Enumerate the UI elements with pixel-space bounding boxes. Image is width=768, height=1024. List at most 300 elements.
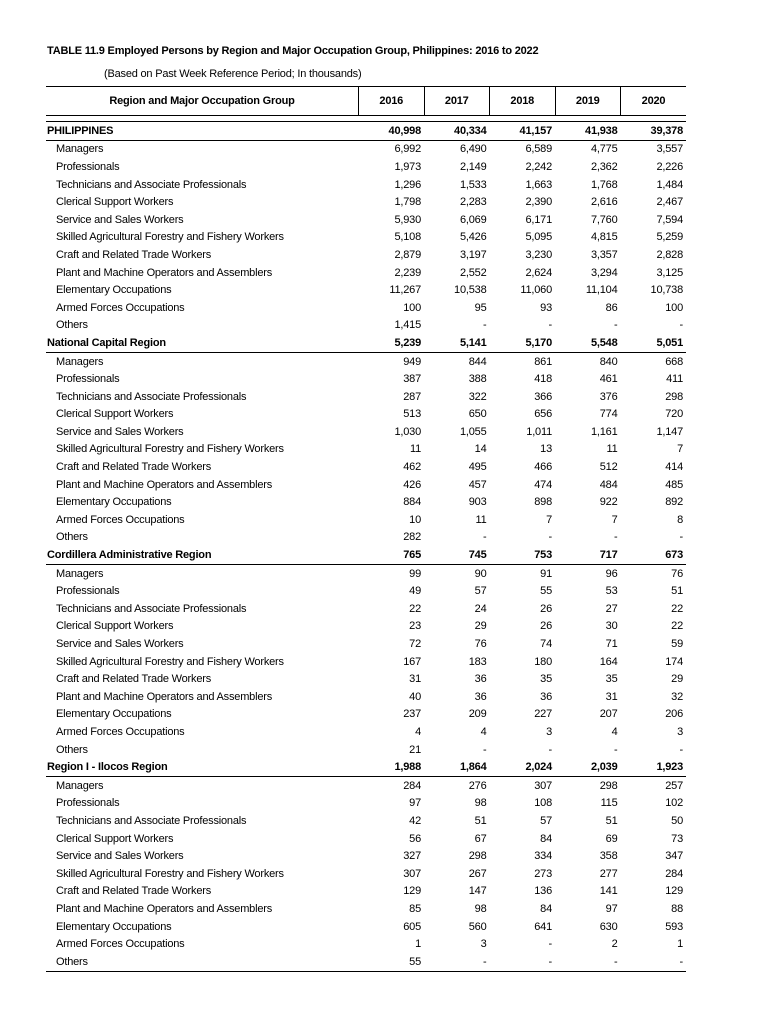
value-cell: 22 (409, 602, 421, 615)
occupation-label: Others (46, 953, 359, 971)
value-cell: 1,030 (394, 425, 421, 438)
value-cell: 307 (534, 779, 552, 792)
header-year: 2020 (621, 87, 687, 116)
region-total-cell: 2,039 (555, 758, 621, 776)
value-cell: 2,242 (525, 160, 552, 173)
region-total-cell: 753 (490, 546, 556, 564)
value-cell: - (548, 531, 552, 544)
occupation-label: Professionals (56, 160, 120, 173)
value-cell: 322 (468, 390, 487, 403)
value-cell: 84 (540, 902, 552, 915)
value-cell: - (614, 319, 618, 332)
value-cell: 605 (403, 920, 421, 933)
value-cell: 96 (605, 567, 618, 580)
value-cell: 29 (671, 673, 683, 686)
region-total-cell: 5,548 (555, 334, 621, 352)
value-cell: 1,484 (656, 178, 683, 191)
value-cell: 2,624 (525, 266, 552, 279)
value-cell: 5,259 (656, 231, 683, 244)
occupation-label: Skilled Agricultural Forestry and Fishery Workers (56, 443, 284, 456)
occupation-row (46, 723, 686, 741)
value-cell: - (555, 953, 621, 971)
value-cell: 327 (403, 850, 421, 863)
value-cell: 276 (468, 779, 487, 792)
value-cell: 95 (474, 301, 487, 314)
value-cell: 461 (599, 373, 618, 386)
value-cell: 53 (605, 585, 618, 598)
value-cell: 40 (409, 690, 421, 703)
value-cell: 72 (409, 638, 421, 651)
header-year: 2017 (424, 87, 490, 116)
occupation-row (46, 388, 686, 406)
value-cell: 3,557 (656, 143, 683, 156)
value-cell: 485 (665, 478, 683, 491)
value-cell: 1,798 (394, 196, 421, 209)
value-cell: 164 (599, 655, 618, 668)
occupation-row (46, 618, 686, 636)
header-row (46, 87, 686, 116)
occupation-label: Others (56, 319, 88, 332)
value-cell: - (548, 938, 552, 951)
value-cell: 36 (474, 673, 487, 686)
value-cell: 174 (665, 655, 683, 668)
value-cell: 257 (665, 779, 683, 792)
region-row (46, 758, 686, 776)
value-cell: 2,149 (459, 160, 487, 173)
value-cell: 31 (409, 673, 421, 686)
occupation-label: Skilled Agricultural Forestry and Fishery Workers (56, 867, 284, 880)
value-cell: 2,552 (459, 266, 487, 279)
value-cell: 949 (403, 355, 421, 368)
value-cell: 861 (534, 355, 552, 368)
value-cell: - (490, 953, 556, 971)
value-cell: 206 (665, 708, 683, 721)
region-total-cell: 41,938 (555, 122, 621, 141)
value-cell: 26 (540, 620, 552, 633)
value-cell: 513 (403, 408, 421, 421)
value-cell: 366 (534, 390, 552, 403)
value-cell: 56 (409, 832, 421, 845)
value-cell: 129 (665, 885, 683, 898)
region-name: National Capital Region (46, 334, 359, 352)
region-row (46, 546, 686, 564)
value-cell: 99 (409, 567, 421, 580)
value-cell: 2,390 (525, 196, 552, 209)
value-cell: 3,197 (459, 248, 487, 261)
occupation-label: Technicians and Associate Professionals (56, 178, 247, 191)
value-cell: 273 (534, 867, 552, 880)
value-cell: 5,095 (525, 231, 552, 244)
region-total-cell: 5,051 (621, 334, 687, 352)
header-year: 2018 (490, 87, 556, 116)
value-cell: 31 (605, 690, 618, 703)
value-cell: 93 (540, 301, 552, 314)
value-cell: 6,589 (525, 143, 552, 156)
occupation-row (46, 370, 686, 388)
occupation-label: Professionals (56, 585, 120, 598)
value-cell: 24 (474, 602, 487, 615)
occupation-row (46, 511, 686, 529)
value-cell: 36 (540, 690, 552, 703)
occupation-row (46, 847, 686, 865)
value-cell: 22 (671, 602, 683, 615)
occupation-row (46, 688, 686, 706)
value-cell: 287 (403, 390, 421, 403)
region-name: Region I - Ilocos Region (46, 758, 359, 776)
value-cell: 4 (611, 725, 618, 738)
occupation-row (46, 670, 686, 688)
value-cell: 3 (546, 725, 552, 738)
occupation-label: Others (56, 531, 88, 544)
value-cell: 358 (599, 850, 618, 863)
occupation-row (46, 900, 686, 918)
value-cell: 4 (415, 725, 421, 738)
value-cell: 6,490 (459, 143, 487, 156)
occupation-label: Service and Sales Workers (56, 213, 184, 226)
value-cell: 102 (665, 797, 683, 810)
value-cell: 267 (468, 867, 487, 880)
value-cell: 108 (534, 797, 552, 810)
region-total-cell: 41,157 (490, 122, 556, 141)
value-cell: 23 (409, 620, 421, 633)
value-cell: 57 (540, 814, 552, 827)
value-cell: 334 (534, 850, 552, 863)
occupation-label: Managers (56, 143, 104, 156)
occupation-row (46, 176, 686, 194)
value-cell: 98 (474, 797, 487, 810)
occupation-label: Armed Forces Occupations (56, 513, 185, 526)
value-cell: 884 (403, 496, 421, 509)
value-cell: 55 (359, 953, 425, 971)
value-cell: 462 (403, 461, 421, 474)
occupation-row (46, 795, 686, 813)
value-cell: 376 (599, 390, 618, 403)
value-cell: 71 (605, 638, 618, 651)
value-cell: 76 (474, 638, 487, 651)
value-cell: 98 (474, 902, 487, 915)
occupation-label: Managers (56, 567, 104, 580)
value-cell: 59 (671, 638, 683, 651)
value-cell: 84 (540, 832, 552, 845)
value-cell: 418 (534, 373, 552, 386)
value-cell: 4 (480, 725, 487, 738)
occupation-row (46, 476, 686, 494)
value-cell: 69 (605, 832, 618, 845)
value-cell: 49 (409, 585, 421, 598)
occupation-row (46, 653, 686, 671)
value-cell: - (483, 743, 487, 756)
value-cell: 2,879 (394, 248, 421, 261)
value-cell: 100 (403, 301, 421, 314)
occupation-row (46, 229, 686, 247)
value-cell: 141 (599, 885, 618, 898)
value-cell: 86 (605, 301, 618, 314)
occupation-row (46, 706, 686, 724)
value-cell: 207 (599, 708, 618, 721)
occupation-label: Elementary Occupations (56, 284, 172, 297)
occupation-label: Plant and Machine Operators and Assemblers (56, 690, 272, 703)
value-cell: 277 (599, 867, 618, 880)
value-cell: 85 (409, 902, 421, 915)
region-name: PHILIPPINES (46, 122, 359, 141)
value-cell: 11,060 (520, 284, 552, 297)
value-cell: 641 (534, 920, 552, 933)
occupation-label: Armed Forces Occupations (56, 301, 185, 314)
occupation-row (46, 458, 686, 476)
occupation-row (46, 441, 686, 459)
occupation-row (46, 564, 686, 582)
value-cell: - (483, 319, 487, 332)
value-cell: 55 (540, 585, 552, 598)
value-cell: 1,663 (525, 178, 552, 191)
value-cell: 2 (611, 938, 618, 951)
value-cell: 183 (468, 655, 487, 668)
value-cell: 6,069 (459, 213, 487, 226)
occupation-label: Elementary Occupations (56, 496, 172, 509)
value-cell: 284 (665, 867, 683, 880)
value-cell: 32 (671, 690, 683, 703)
value-cell: 282 (403, 531, 421, 544)
value-cell: 411 (666, 373, 683, 386)
region-total-cell: 2,024 (490, 758, 556, 776)
value-cell: 14 (474, 443, 487, 456)
value-cell: 4,815 (590, 231, 618, 244)
value-cell: 1,055 (459, 425, 487, 438)
value-cell: 466 (534, 461, 552, 474)
region-total-cell: 5,141 (424, 334, 490, 352)
value-cell: 512 (599, 461, 618, 474)
value-cell: 457 (468, 478, 487, 491)
employment-table (46, 86, 686, 972)
value-cell: 51 (671, 585, 683, 598)
value-cell: 1,147 (656, 425, 683, 438)
value-cell: 2,283 (459, 196, 487, 209)
region-total-cell: 673 (621, 546, 687, 564)
occupation-row (46, 211, 686, 229)
value-cell: 57 (474, 585, 487, 598)
value-cell: 844 (468, 355, 487, 368)
occupation-row (46, 600, 686, 618)
occupation-row (46, 865, 686, 883)
value-cell: 1,973 (394, 160, 421, 173)
value-cell: 560 (468, 920, 487, 933)
occupation-label: Service and Sales Workers (56, 425, 184, 438)
value-cell: 387 (403, 373, 421, 386)
value-cell: 13 (540, 443, 552, 456)
value-cell: 51 (474, 814, 487, 827)
value-cell: 5,426 (459, 231, 487, 244)
occupation-label: Service and Sales Workers (56, 850, 184, 863)
occupation-row (46, 493, 686, 511)
region-total-cell: 40,334 (424, 122, 490, 141)
value-cell: 180 (534, 655, 552, 668)
value-cell: 3 (677, 725, 683, 738)
value-cell: 298 (599, 779, 618, 792)
table-body (46, 116, 686, 972)
value-cell: 3,357 (590, 248, 618, 261)
value-cell: 88 (671, 902, 683, 915)
occupation-row (46, 140, 686, 158)
occupation-label: Clerical Support Workers (56, 620, 174, 633)
occupation-row (46, 193, 686, 211)
value-cell: - (424, 953, 490, 971)
occupation-label: Professionals (56, 797, 120, 810)
region-total-cell: 5,239 (359, 334, 425, 352)
value-cell: 656 (534, 408, 552, 421)
value-cell: 593 (665, 920, 683, 933)
value-cell: 474 (534, 478, 552, 491)
occupation-label: Clerical Support Workers (56, 408, 174, 421)
value-cell: 29 (474, 620, 487, 633)
value-cell: 129 (403, 885, 421, 898)
value-cell: 484 (599, 478, 618, 491)
occupation-label: Craft and Related Trade Workers (56, 461, 212, 474)
region-row (46, 122, 686, 141)
value-cell: 91 (540, 567, 552, 580)
region-total-cell: 39,378 (621, 122, 687, 141)
occupation-label: Clerical Support Workers (56, 196, 174, 209)
value-cell: 1,533 (459, 178, 487, 191)
region-total-cell: 745 (424, 546, 490, 564)
value-cell: 1,415 (394, 319, 421, 332)
value-cell: - (614, 743, 618, 756)
occupation-label: Service and Sales Workers (56, 638, 184, 651)
value-cell: 136 (534, 885, 552, 898)
region-total-cell: 717 (555, 546, 621, 564)
value-cell: 3,294 (590, 266, 618, 279)
value-cell: - (548, 319, 552, 332)
header-label: Region and Major Occupation Group (46, 87, 359, 116)
occupation-row (46, 246, 686, 264)
value-cell: 11 (409, 443, 421, 456)
value-cell: 903 (468, 496, 487, 509)
value-cell: 42 (409, 814, 421, 827)
occupation-label: Technicians and Associate Professionals (56, 814, 247, 827)
occupation-row (46, 158, 686, 176)
occupation-label: Skilled Agricultural Forestry and Fishery Workers (56, 231, 284, 244)
value-cell: 73 (671, 832, 683, 845)
occupation-label: Plant and Machine Operators and Assemblers (56, 478, 272, 491)
value-cell: 1,161 (590, 425, 618, 438)
occupation-row (46, 953, 686, 971)
value-cell: 414 (665, 461, 683, 474)
region-total-cell: 1,988 (359, 758, 425, 776)
value-cell: 298 (665, 390, 683, 403)
region-total-cell: 765 (359, 546, 425, 564)
value-cell: 650 (468, 408, 487, 421)
value-cell: 76 (671, 567, 683, 580)
value-cell: 3,230 (525, 248, 552, 261)
value-cell: - (679, 319, 683, 332)
value-cell: 1,768 (590, 178, 618, 191)
value-cell: 1 (415, 938, 421, 951)
occupation-row (46, 281, 686, 299)
value-cell: 298 (468, 850, 487, 863)
region-total-cell: 1,864 (424, 758, 490, 776)
value-cell: 97 (409, 797, 421, 810)
value-cell: 7 (611, 513, 618, 526)
occupation-row (46, 299, 686, 317)
value-cell: 388 (468, 373, 487, 386)
value-cell: - (614, 531, 618, 544)
occupation-label: Armed Forces Occupations (56, 725, 185, 738)
value-cell: 668 (665, 355, 683, 368)
value-cell: 11,267 (389, 284, 421, 297)
value-cell: 115 (600, 797, 618, 810)
value-cell: 347 (665, 850, 683, 863)
value-cell: - (483, 531, 487, 544)
value-cell: 209 (468, 708, 487, 721)
region-name: Cordillera Administrative Region (46, 546, 359, 564)
value-cell: 4,775 (590, 143, 618, 156)
region-total-cell: 1,923 (621, 758, 687, 776)
header-year: 2016 (359, 87, 425, 116)
occupation-row (46, 935, 686, 953)
value-cell: 167 (403, 655, 421, 668)
value-cell: 27 (605, 602, 618, 615)
region-total-cell: 5,170 (490, 334, 556, 352)
value-cell: 50 (671, 814, 683, 827)
value-cell: 426 (403, 478, 421, 491)
occupation-row (46, 741, 686, 759)
value-cell: 5,108 (394, 231, 421, 244)
occupation-label: Craft and Related Trade Workers (56, 673, 212, 686)
value-cell: 898 (534, 496, 552, 509)
value-cell: 922 (599, 496, 618, 509)
value-cell: - (548, 743, 552, 756)
value-cell: 35 (540, 673, 552, 686)
value-cell: 1 (677, 938, 683, 951)
occupation-row (46, 635, 686, 653)
occupation-row (46, 352, 686, 370)
value-cell: - (679, 743, 683, 756)
value-cell: 5,930 (394, 213, 421, 226)
header-year: 2019 (555, 87, 621, 116)
occupation-row (46, 883, 686, 901)
value-cell: 1,011 (526, 425, 552, 438)
value-cell: 11 (606, 443, 618, 456)
occupation-label: Technicians and Associate Professionals (56, 390, 247, 403)
occupation-label: Craft and Related Trade Workers (56, 248, 212, 261)
occupation-row (46, 776, 686, 794)
value-cell: 90 (474, 567, 487, 580)
occupation-label: Plant and Machine Operators and Assemblers (56, 902, 272, 915)
region-row (46, 334, 686, 352)
value-cell: 495 (468, 461, 487, 474)
occupation-label: Others (56, 743, 88, 756)
occupation-row (46, 529, 686, 547)
value-cell: 10,738 (650, 284, 683, 297)
value-cell: 10 (409, 513, 421, 526)
occupation-label: Managers (56, 779, 104, 792)
value-cell: 51 (605, 814, 618, 827)
value-cell: 36 (474, 690, 487, 703)
value-cell: 237 (403, 708, 421, 721)
value-cell: 22 (671, 620, 683, 633)
value-cell: 774 (599, 408, 618, 421)
value-cell: 100 (665, 301, 683, 314)
occupation-row (46, 830, 686, 848)
occupation-row (46, 317, 686, 335)
value-cell: 630 (599, 920, 618, 933)
value-cell: 2,616 (590, 196, 618, 209)
occupation-label: Armed Forces Occupations (56, 938, 185, 951)
occupation-label: Craft and Related Trade Workers (56, 885, 212, 898)
value-cell: 21 (409, 743, 421, 756)
table-title: TABLE 11.9 Employed Persons by Region and Major Occupation Group, Philippines: 2016 to 2022 (47, 45, 539, 57)
value-cell: 2,362 (590, 160, 618, 173)
value-cell: 2,226 (656, 160, 683, 173)
